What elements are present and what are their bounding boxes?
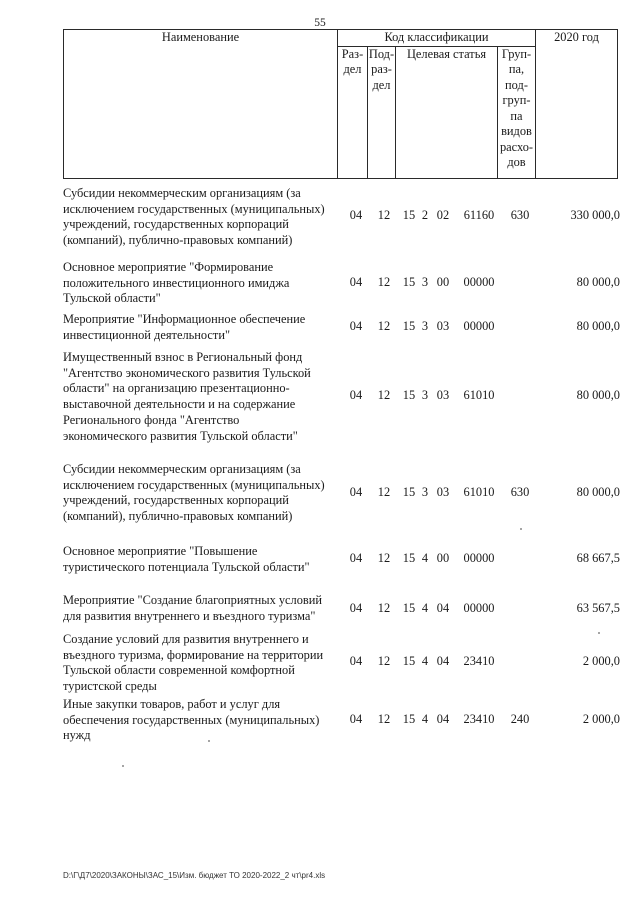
main-activity-cell: 04 — [436, 654, 450, 668]
direction-cell: 23410 — [463, 712, 495, 726]
row-name-line: туристской среды — [63, 679, 157, 694]
subprogram-cell: 3 — [421, 319, 429, 333]
row-name-line: (компаний), публично-правовых компаний) — [63, 233, 293, 248]
subprogram-cell: 4 — [421, 551, 429, 565]
row-name-line: "Агентство экономического развития Тульской — [63, 365, 311, 380]
row-name-line: Основное мероприятие "Формирование — [63, 260, 274, 274]
amount-cell: 80 000,0 — [576, 319, 620, 333]
main-activity-cell: 00 — [436, 275, 450, 289]
table-header — [63, 29, 618, 179]
scan-speck — [520, 528, 522, 530]
header-razdel: Раз- дел — [338, 46, 368, 178]
direction-cell: 61010 — [463, 388, 495, 402]
row-name — [63, 350, 339, 444]
main-activity-cell: 03 — [436, 319, 450, 333]
row-name — [63, 186, 339, 249]
row-name-line: Мероприятие "Создание благоприятных условий — [63, 593, 323, 607]
row-name-line: Основное мероприятие "Повышение — [63, 544, 258, 558]
row-name — [63, 697, 339, 744]
razdel-cell: 04 — [349, 485, 363, 499]
main-activity-cell: 03 — [436, 485, 450, 499]
main-activity-cell: 04 — [436, 712, 450, 726]
row-name-line: Субсидии некоммерческим организациям (за — [63, 186, 301, 200]
row-name-line: области" на организацию презентационно- — [63, 381, 290, 396]
direction-cell: 00000 — [463, 275, 495, 289]
podrazdel-cell: 12 — [377, 208, 391, 222]
subprogram-cell: 4 — [421, 601, 429, 615]
amount-cell: 330 000,0 — [570, 208, 620, 222]
podrazdel-cell: 12 — [377, 551, 391, 565]
program-cell: 15 — [402, 551, 416, 565]
scan-speck — [598, 632, 600, 634]
subprogram-cell: 2 — [421, 208, 429, 222]
row-name-line: нужд — [63, 728, 91, 743]
program-cell: 15 — [402, 712, 416, 726]
subprogram-cell: 4 — [421, 654, 429, 668]
row-name-line: Тульской области современной комфортной — [63, 663, 295, 678]
row-name-line: въездного туризма, формирование на территории — [63, 647, 324, 662]
podrazdel-cell: 12 — [377, 654, 391, 668]
expense-type-cell: 630 — [510, 485, 530, 499]
row-name-line: учреждений, государственных корпораций — [63, 493, 289, 508]
row-name — [63, 593, 339, 624]
program-cell: 15 — [402, 485, 416, 499]
podrazdel-cell: 12 — [377, 319, 391, 333]
razdel-cell: 04 — [349, 208, 363, 222]
direction-cell: 61160 — [463, 208, 495, 222]
main-activity-cell: 04 — [436, 601, 450, 615]
header-podrazdel: Под- раз- дел — [368, 46, 396, 178]
main-activity-cell: 02 — [436, 208, 450, 222]
direction-cell: 61010 — [463, 485, 495, 499]
row-name-line: выставочной деятельности и на содержание — [63, 397, 296, 412]
amount-cell: 80 000,0 — [576, 485, 620, 499]
subprogram-cell: 3 — [421, 388, 429, 402]
subprogram-cell: 4 — [421, 712, 429, 726]
row-name-line: Субсидии некоммерческим организациям (за — [63, 462, 301, 476]
podrazdel-cell: 12 — [377, 601, 391, 615]
program-cell: 15 — [402, 601, 416, 615]
row-name — [63, 632, 339, 695]
row-name-line: экономического развития Тульской области" — [63, 428, 298, 443]
table-row — [63, 697, 623, 797]
razdel-cell: 04 — [349, 275, 363, 289]
table-row — [63, 350, 623, 450]
direction-cell: 00000 — [463, 601, 495, 615]
program-cell: 15 — [402, 208, 416, 222]
podrazdel-cell: 12 — [377, 485, 391, 499]
direction-cell: 00000 — [463, 551, 495, 565]
header-target: Целевая статья — [396, 46, 498, 178]
row-name-line: Мероприятие "Информационное обеспечение — [63, 312, 306, 326]
row-name-line: положительного инвестиционного имиджа — [63, 275, 290, 290]
header-name: Наименование — [64, 30, 338, 179]
podrazdel-cell: 12 — [377, 712, 391, 726]
scan-speck — [122, 765, 124, 767]
razdel-cell: 04 — [349, 712, 363, 726]
program-cell: 15 — [402, 319, 416, 333]
row-name-line: инвестиционной деятельности" — [63, 327, 231, 342]
razdel-cell: 04 — [349, 319, 363, 333]
razdel-cell: 04 — [349, 388, 363, 402]
row-name-line: Имущественный взнос в Региональный фонд — [63, 350, 303, 364]
row-name-line: исключением государственных (муниципальных) — [63, 201, 325, 216]
program-cell: 15 — [402, 275, 416, 289]
program-cell: 15 — [402, 654, 416, 668]
podrazdel-cell: 12 — [377, 275, 391, 289]
razdel-cell: 04 — [349, 654, 363, 668]
direction-cell: 23410 — [463, 654, 495, 668]
direction-cell: 00000 — [463, 319, 495, 333]
amount-cell: 68 667,5 — [576, 551, 620, 565]
razdel-cell: 04 — [349, 551, 363, 565]
row-name — [63, 462, 339, 525]
razdel-cell: 04 — [349, 601, 363, 615]
expense-type-cell: 240 — [510, 712, 530, 726]
header-classification: Код классификации — [338, 30, 536, 47]
header-year: 2020 год — [536, 30, 618, 179]
row-name-line: исключением государственных (муниципальных) — [63, 477, 325, 492]
row-name-line: обеспечения государственных (муниципальных) — [63, 712, 320, 727]
podrazdel-cell: 12 — [377, 388, 391, 402]
expense-type-cell: 630 — [510, 208, 530, 222]
page-number: 55 — [314, 17, 326, 29]
subprogram-cell: 3 — [421, 485, 429, 499]
header-expense-type: Груп- па, под- груп- па видов расхо- дов — [498, 46, 536, 178]
row-name — [63, 260, 339, 307]
amount-cell: 80 000,0 — [576, 388, 620, 402]
row-name — [63, 544, 339, 575]
main-activity-cell: 00 — [436, 551, 450, 565]
row-name-line: Создание условий для развития внутреннего и — [63, 632, 309, 646]
amount-cell: 63 567,5 — [576, 601, 620, 615]
row-name-line: Иные закупки товаров, работ и услуг для — [63, 697, 281, 711]
row-name-line: Тульской области" — [63, 291, 161, 306]
main-activity-cell: 03 — [436, 388, 450, 402]
row-name-line: (компаний), публично-правовых компаний) — [63, 509, 293, 524]
program-cell: 15 — [402, 388, 416, 402]
row-name-line: Регионального фонда "Агентство — [63, 412, 240, 427]
subprogram-cell: 3 — [421, 275, 429, 289]
file-path-footer: D:\Г\Д7\2020\ЗАКОНЫ\ЗАС_15\Изм. бюджет ТО 2020-2022_2 чт\pr4.xls — [63, 871, 326, 880]
row-name-line: туристического потенциала Тульской области" — [63, 559, 310, 574]
amount-cell: 80 000,0 — [576, 275, 620, 289]
row-name-line: учреждений, государственных корпораций — [63, 217, 289, 232]
amount-cell: 2 000,0 — [582, 712, 620, 726]
row-name — [63, 312, 339, 343]
row-name-line: для развития внутреннего и въездного туризма" — [63, 608, 316, 623]
scan-speck — [208, 740, 210, 742]
amount-cell: 2 000,0 — [582, 654, 620, 668]
